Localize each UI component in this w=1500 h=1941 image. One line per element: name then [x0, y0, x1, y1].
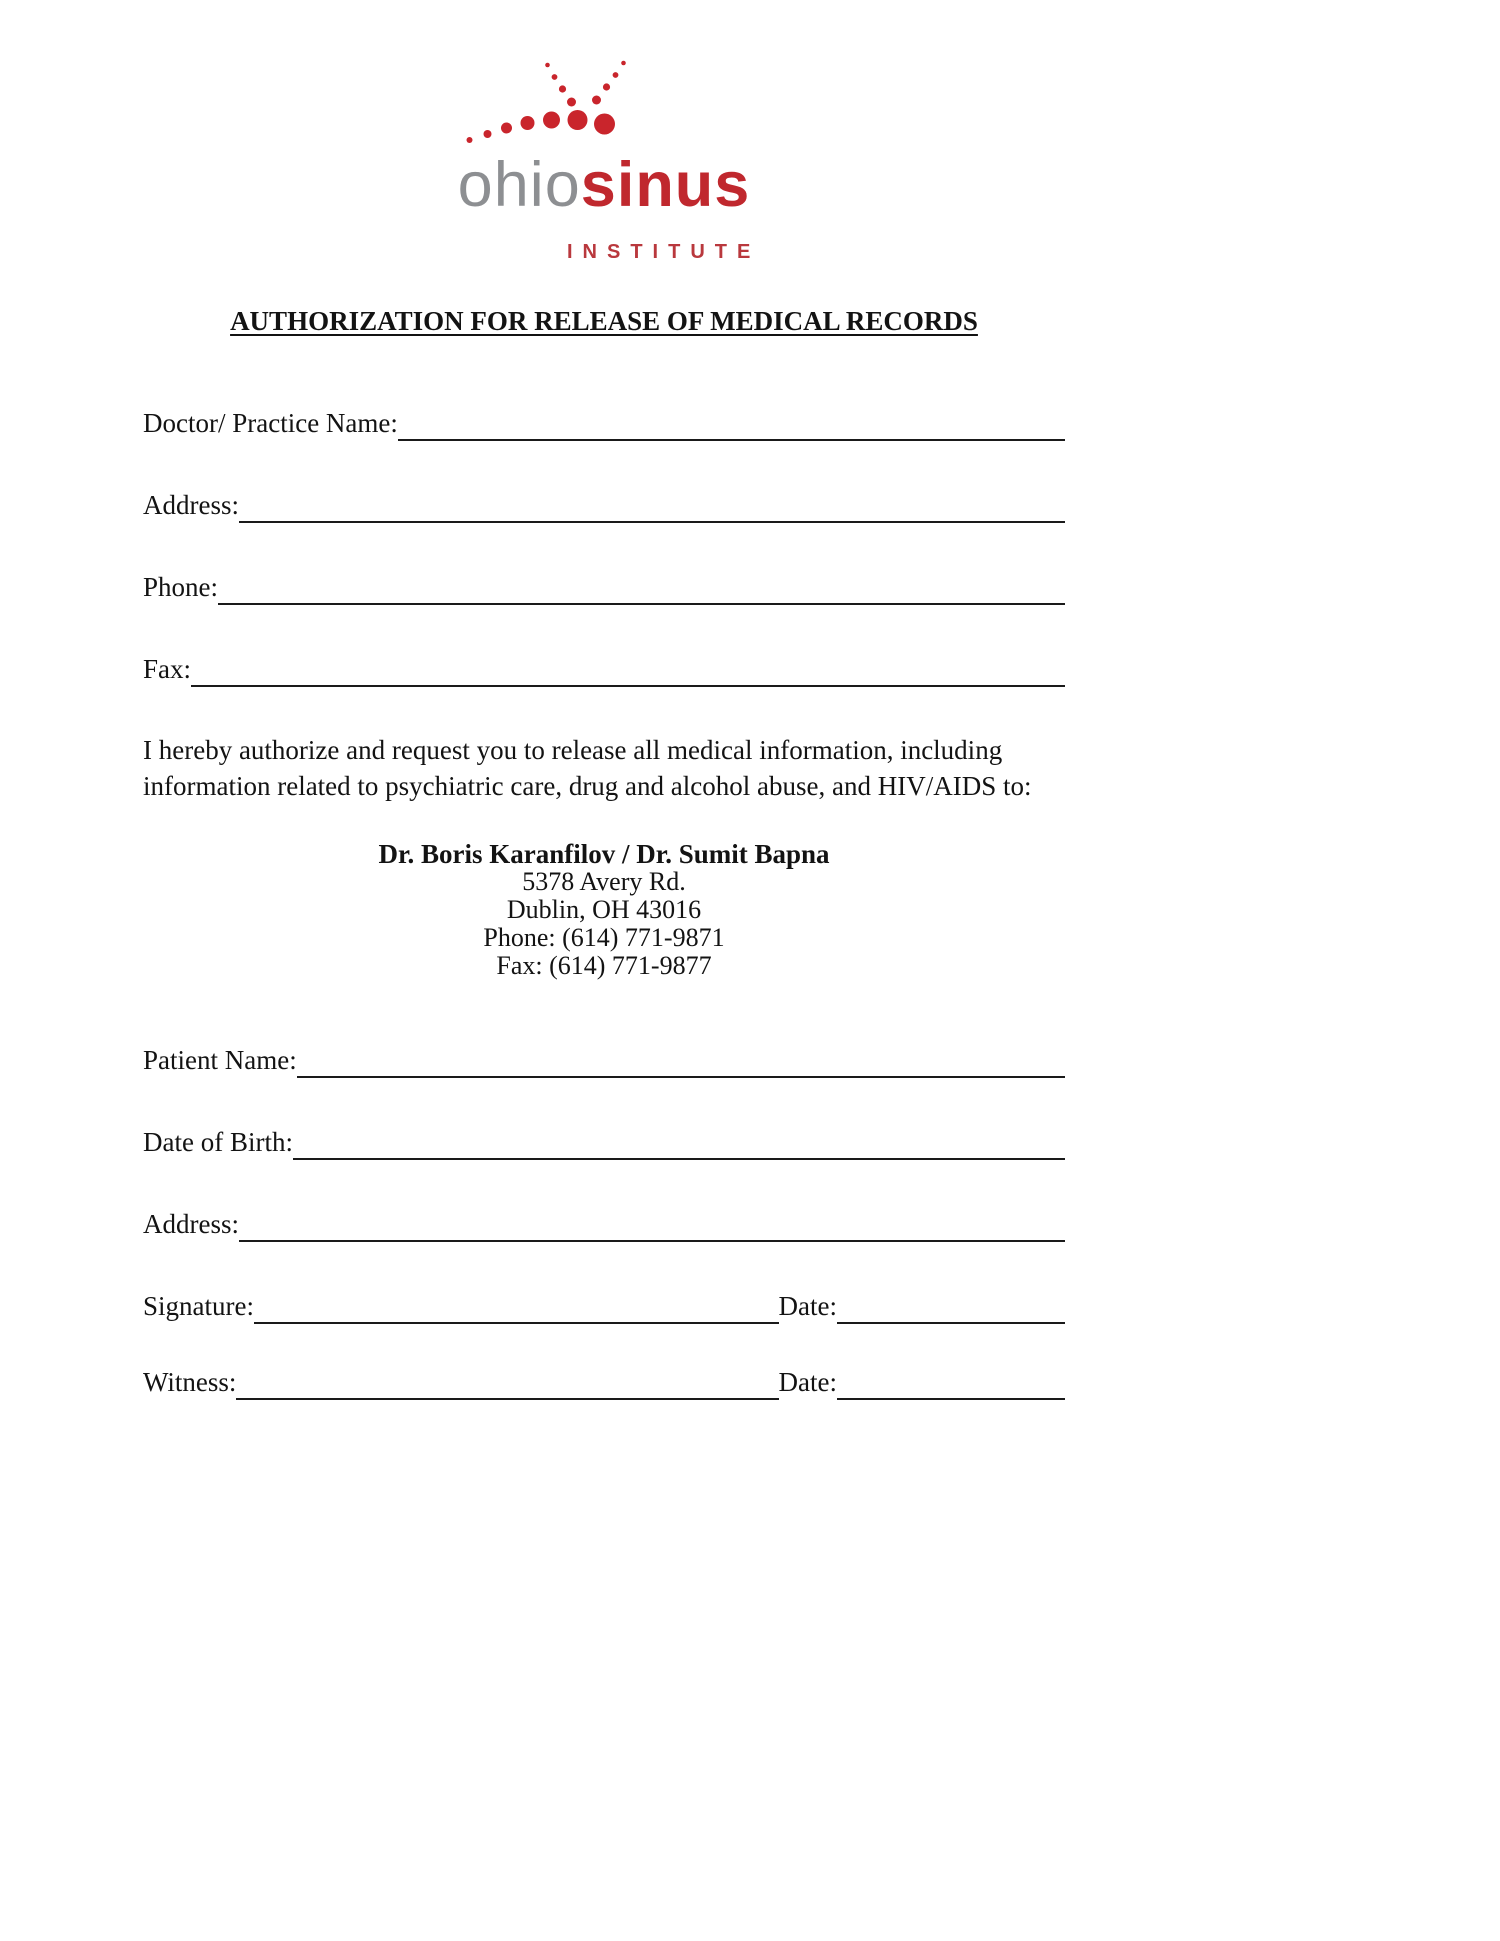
date-of-birth-blank [293, 1152, 1065, 1160]
witness-date-label: Date: [778, 1367, 837, 1397]
field-patient-address [143, 1208, 1065, 1241]
clinic-logo [143, 58, 1065, 284]
doctor-practice-name-label: Doctor/ Practice Name: [143, 408, 398, 438]
recipient-address-line2: Dublin, OH 43016 [506, 895, 702, 924]
content-column [143, 58, 1065, 1399]
field-date-of-birth [143, 1126, 1065, 1159]
logo-text-ohio: ohio [457, 150, 581, 220]
recipient-block [143, 840, 1065, 980]
signature-label: Signature: [143, 1291, 254, 1321]
recipient-doctors: Dr. Boris Karanfilov / Dr. Sumit Bapna [378, 839, 830, 869]
authorization-statement: I hereby authorize and request you to release all medical information, including information related to psychiatric care, drug and alcohol abuse, and HIV/AIDS to: [143, 735, 1032, 801]
signature-blank [254, 1316, 779, 1324]
witness-label: Witness: [143, 1367, 237, 1397]
logo-text-sinus: sinus [580, 150, 751, 220]
signature-date-label: Date: [778, 1291, 837, 1321]
field-doctor-practice-name [143, 407, 1065, 440]
doctor-address-label: Address: [143, 490, 239, 520]
patient-name-label: Patient Name: [143, 1045, 297, 1075]
logo-wordmark [457, 150, 761, 284]
doctor-address-blank [239, 515, 1065, 523]
doctor-phone-label: Phone: [143, 572, 219, 602]
doctor-fax-label: Fax: [143, 654, 192, 684]
field-doctor-fax [143, 653, 1065, 686]
recipient-fax: Fax: (614) 771-9877 [496, 951, 712, 980]
logo-dots-icon [461, 58, 686, 153]
field-signature [143, 1290, 1065, 1323]
doctor-fax-blank [191, 679, 1065, 687]
field-doctor-address [143, 489, 1065, 522]
witness-blank [236, 1392, 778, 1400]
doctor-practice-name-blank [398, 433, 1065, 441]
logo-text-institute: INSTITUTE [566, 241, 761, 263]
patient-address-blank [239, 1234, 1065, 1242]
signature-date-blank [837, 1316, 1065, 1324]
date-of-birth-label: Date of Birth: [143, 1127, 293, 1157]
field-doctor-phone [143, 571, 1065, 604]
patient-name-blank [297, 1070, 1065, 1078]
field-witness [143, 1366, 1065, 1399]
page-title: AUTHORIZATION FOR RELEASE OF MEDICAL RECORDS [230, 306, 978, 336]
witness-date-blank [837, 1392, 1065, 1400]
recipient-address-line1: 5378 Avery Rd. [522, 867, 686, 896]
doctor-phone-blank [218, 597, 1065, 605]
recipient-phone: Phone: (614) 771-9871 [483, 923, 725, 952]
field-patient-name [143, 1044, 1065, 1077]
patient-address-label: Address: [143, 1209, 239, 1239]
